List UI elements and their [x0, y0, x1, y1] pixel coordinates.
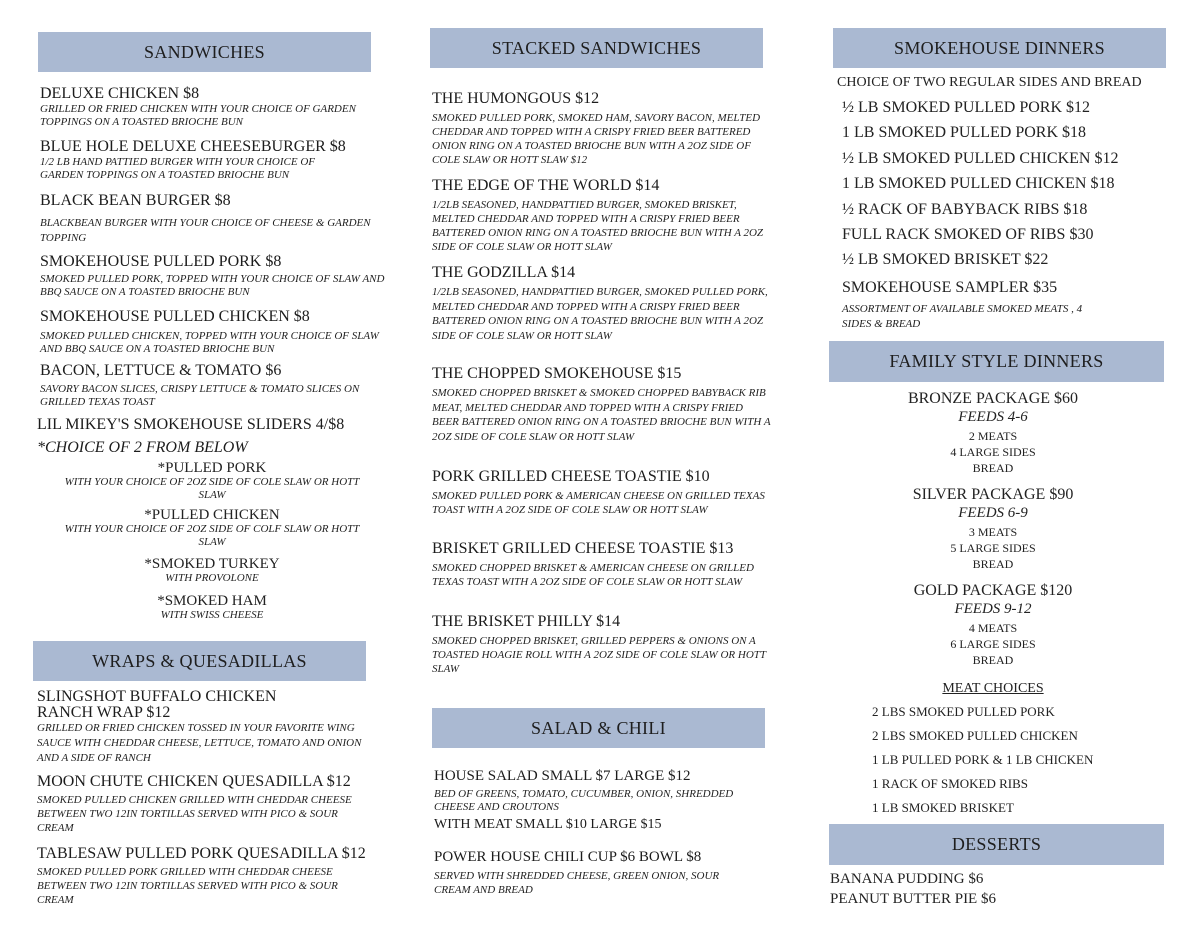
package-feeds: FEEDS 9-12 — [954, 601, 1032, 617]
item-desc: SMOKED PULLED CHICKEN GRILLED WITH CHEDDAR CHEESE BETWEEN TWO 12IN TORTILLAS SERVED WITH PICO & SOUR CREAM — [37, 794, 352, 834]
dinners-title: SMOKEHOUSE DINNERS — [894, 37, 1105, 58]
package-line: BREAD — [972, 461, 1014, 475]
dinner-item: ½ LB SMOKED PULLED PORK $12 — [842, 99, 1091, 116]
item-name: MOON CHUTE CHICKEN QUESADILLA $12 — [37, 773, 351, 790]
item-desc: BLACKBEAN BURGER WITH YOUR CHOICE OF CHEESE & GARDEN TOPPING — [40, 217, 371, 244]
item-name: SMOKEHOUSE PULLED PORK $8 — [40, 253, 282, 270]
sliders-item — [37, 416, 387, 457]
menu-item — [37, 845, 377, 907]
stacked-header — [430, 28, 763, 68]
salad-title: SALAD & CHILI — [531, 717, 666, 738]
menu-item — [434, 767, 764, 834]
package-name: SILVER PACKAGE $90 — [912, 486, 1074, 503]
package-line: BREAD — [972, 557, 1014, 571]
item-desc: 1/2LB SEASONED, HANDPATTIED BURGER, SMOKED BRISKET, MELTED CHEDDAR AND TOPPED WITH A CRISPY FRIED BEER BATTERED ONION RING ON A TOASTED BRIOCHE BUN WITH A 2OZ SIDE OF COLE SLAW OR HOTT SLAW — [432, 199, 764, 253]
dessert-item: PEANUT BUTTER PIE $6 — [830, 891, 996, 907]
package-line: 6 LARGE SIDES — [950, 637, 1036, 651]
option-desc: WITH PROVOLONE — [165, 572, 259, 584]
menu-item — [40, 138, 385, 182]
package-line: 2 MEATS — [968, 429, 1018, 443]
package-feeds: FEEDS 4-6 — [958, 409, 1028, 425]
option-name: *SMOKED HAM — [157, 593, 267, 609]
package-line: 4 MEATS — [968, 621, 1018, 635]
item-desc: SMOKED PULLED PORK & AMERICAN CHEESE ON GRILLED TEXAS TOAST WITH A 2OZ SIDE OF COLE SLAW OR HOTT SLAW — [432, 490, 765, 516]
menu-item — [432, 540, 777, 589]
dinner-item: ½ RACK OF BABYBACK RIBS $18 — [842, 201, 1088, 218]
item-desc: GRILLED OR FRIED CHICKEN WITH YOUR CHOICE OF GARDEN TOPPINGS ON A TOASTED BRIOCHE BUN — [40, 103, 356, 128]
dessert-item: BANANA PUDDING $6 — [830, 871, 984, 887]
slider-option — [62, 556, 362, 585]
menu-item — [40, 253, 390, 299]
menu-item — [40, 85, 380, 129]
option-name: *PULLED PORK — [157, 460, 267, 476]
sandwiches-header — [38, 32, 371, 72]
item-name: BLACK BEAN BURGER $8 — [40, 192, 231, 209]
salad-header — [432, 708, 765, 748]
item-name: SLINGSHOT BUFFALO CHICKEN RANCH WRAP $12 — [37, 688, 277, 721]
dinner-item: SMOKEHOUSE SAMPLER $35 — [842, 279, 1058, 296]
sandwiches-title: SANDWICHES — [143, 41, 265, 62]
item-desc: SMOKED PULLED PORK, SMOKED HAM, SAVORY BACON, MELTED CHEDDAR AND TOPPED WITH A CRISPY FRIED BEER BATTERED ONION RING ON A TOASTED BRIOCHE BUN WITH A 2OZ SIDE OF COLE SLAW OR HOTT SLAW $12 — [432, 112, 761, 166]
item-name: BRISKET GRILLED CHEESE TOASTIE $13 — [432, 540, 734, 557]
package — [880, 390, 1106, 476]
option-name: *PULLED CHICKEN — [144, 507, 280, 523]
package-name: GOLD PACKAGE $120 — [913, 582, 1073, 599]
item-name: PORK GRILLED CHEESE TOASTIE $10 — [432, 468, 710, 485]
family-title: FAMILY STYLE DINNERS — [889, 351, 1104, 371]
package-line: 5 LARGE SIDES — [950, 541, 1036, 555]
sliders-choice: *CHOICE OF 2 FROM BELOW — [37, 439, 248, 456]
item-name: DELUXE CHICKEN $8 — [40, 85, 200, 102]
package-line: 3 MEATS — [968, 525, 1018, 539]
item-name: TABLESAW PULLED PORK QUESADILLA $12 — [37, 845, 366, 862]
dinner-item: ½ LB SMOKED PULLED CHICKEN $12 — [842, 150, 1119, 167]
item-meat-price: WITH MEAT SMALL $10 LARGE $15 — [434, 817, 662, 832]
item-name: BLUE HOLE DELUXE CHEESEBURGER $8 — [40, 138, 346, 155]
package-name: BRONZE PACKAGE $60 — [907, 390, 1079, 407]
item-desc: SMOKED PULLED PORK, TOPPED WITH YOUR CHOICE OF SLAW AND BBQ SAUCE ON A TOASTED BRIOCHE BUN — [40, 273, 385, 298]
slider-option — [62, 593, 362, 622]
family-header — [829, 341, 1164, 382]
item-name: HOUSE SALAD SMALL $7 LARGE $12 — [434, 768, 691, 784]
desserts-header — [829, 824, 1164, 865]
menu-item — [432, 365, 772, 444]
sampler-desc: ASSORTMENT OF AVAILABLE SMOKED MEATS , 4 SIDES & BREAD — [842, 303, 1083, 330]
item-name: POWER HOUSE CHILI CUP $6 BOWL $8 — [434, 849, 702, 865]
menu-item — [432, 264, 772, 343]
item-desc: SMOKED PULLED PORK GRILLED WITH CHEDDAR CHEESE BETWEEN TWO 12IN TORTILLAS SERVED WITH PICO & SOUR CREAM — [37, 866, 338, 906]
meat-choice: 1 LB SMOKED BRISKET — [872, 800, 1014, 815]
wraps-title: WRAPS & QUESADILLAS — [92, 650, 307, 671]
item-desc: SMOKED CHOPPED BRISKET & AMERICAN CHEESE ON GRILLED TEXAS TOAST WITH A 2OZ SIDE OF COLE SLAW OR HOTT SLAW — [432, 562, 754, 588]
package-line: BREAD — [972, 653, 1014, 667]
dinner-item: ½ LB SMOKED BRISKET $22 — [842, 251, 1049, 268]
item-desc: SERVED WITH SHREDDED CHEESE, GREEN ONION, SOUR CREAM AND BREAD — [434, 870, 720, 896]
item-name: THE EDGE OF THE WORLD $14 — [432, 177, 660, 194]
item-desc: SMOKED PULLED CHICKEN, TOPPED WITH YOUR CHOICE OF SLAW AND BBQ SAUCE ON A TOASTED BRIOCHE BUN — [40, 330, 379, 355]
item-desc: 1/2 LB HAND PATTIED BURGER WITH YOUR CHOICE OF GARDEN TOPPINGS ON A TOASTED BRIOCHE BUN — [40, 156, 315, 181]
item-desc: SMOKED CHOPPED BRISKET, GRILLED PEPPERS & ONIONS ON A TOASTED HOAGIE ROLL WITH A 2OZ SIDE OF COLE SLAW OR HOTT SLAW — [432, 635, 766, 675]
menu-item — [37, 773, 367, 835]
dinners-subtitle: CHOICE OF TWO REGULAR SIDES AND BREAD — [837, 75, 1142, 90]
item-name: SMOKEHOUSE PULLED CHICKEN $8 — [40, 308, 310, 325]
meat-choice: 2 LBS SMOKED PULLED CHICKEN — [872, 728, 1078, 743]
item-name: THE CHOPPED SMOKEHOUSE $15 — [432, 365, 682, 382]
item-name: THE BRISKET PHILLY $14 — [432, 613, 621, 630]
menu-item — [37, 689, 367, 766]
package-line: 4 LARGE SIDES — [950, 445, 1036, 459]
slider-option — [62, 460, 362, 502]
dinner-item: 1 LB SMOKED PULLED CHICKEN $18 — [842, 175, 1115, 192]
stacked-title: STACKED SANDWICHES — [491, 37, 702, 58]
option-desc: WITH YOUR CHOICE OF 2OZ SIDE OF COLE SLAW OR HOTT SLAW — [64, 476, 360, 501]
package — [880, 582, 1106, 668]
meat-choice: 1 RACK OF SMOKED RIBS — [872, 776, 1029, 791]
item-name: THE HUMONGOUS $12 — [432, 90, 600, 107]
item-desc: GRILLED OR FRIED CHICKEN TOSSED IN YOUR FAVORITE WING SAUCE WITH CHEDDAR CHEESE, LETTUCE, TOMATO AND ONION AND A SIDE OF RANCH — [37, 722, 362, 764]
dinner-item: 1 LB SMOKED PULLED PORK $18 — [842, 124, 1087, 141]
meat-choices-title: MEAT CHOICES — [942, 681, 1044, 696]
package-feeds: FEEDS 6-9 — [958, 505, 1028, 521]
menu-item — [40, 192, 385, 246]
menu-item — [432, 613, 772, 676]
item-desc: SAVORY BACON SLICES, CRISPY LETTUCE & TOMATO SLICES ON GRILLED TEXAS TOAST — [40, 383, 360, 408]
item-desc: 1/2LB SEASONED, HANDPATTIED BURGER, SMOKED PULLED PORK, MELTED CHEDDAR AND TOPPED WITH A CRISPY FRIED BEER BATTERED ONION RING ON A TOASTED BRIOCHE BUN WITH A 2OZ SIDE OF COLE SLAW OR HOTT SLAW — [432, 286, 768, 342]
item-name: BACON, LETTUCE & TOMATO $6 — [40, 362, 282, 379]
item-desc: BED OF GREENS, TOMATO, CUCUMBER, ONION, SHREDDED CHEESE AND CROUTONS — [434, 788, 734, 813]
sliders-name: LIL MIKEY'S SMOKEHOUSE SLIDERS 4/$8 — [37, 416, 345, 433]
menu-item — [432, 90, 772, 167]
option-name: *SMOKED TURKEY — [144, 556, 280, 572]
item-name: THE GODZILLA $14 — [432, 264, 576, 281]
desserts-title: DESSERTS — [951, 834, 1042, 854]
item-desc: SMOKED CHOPPED BRISKET & SMOKED CHOPPED BABYBACK RIB MEAT, MELTED CHEDDAR AND TOPPED WITH A CRISPY FRIED BEER BATTERED ONION RING ON A TOASTED BRIOCHE BUN WITH A 2OZ SIDE OF COLE SLAW OR HOTT SLAW — [432, 387, 771, 443]
meat-choice: 2 LBS SMOKED PULLED PORK — [872, 704, 1055, 719]
menu-item — [432, 177, 772, 254]
menu-item — [40, 362, 385, 409]
menu-item — [432, 468, 772, 517]
meat-choice: 1 LB PULLED PORK & 1 LB CHICKEN — [872, 752, 1094, 767]
slider-option — [62, 507, 362, 549]
dinner-item: FULL RACK SMOKED OF RIBS $30 — [842, 226, 1094, 243]
menu-item — [40, 308, 385, 356]
wraps-header — [33, 641, 366, 681]
option-desc: WITH YOUR CHOICE OF 2OZ SIDE OF COLF SLAW OR HOTT SLAW — [64, 523, 360, 548]
dinners-header — [833, 28, 1166, 68]
menu-item — [434, 848, 734, 897]
package — [880, 486, 1106, 572]
option-desc: WITH SWISS CHEESE — [160, 609, 264, 621]
